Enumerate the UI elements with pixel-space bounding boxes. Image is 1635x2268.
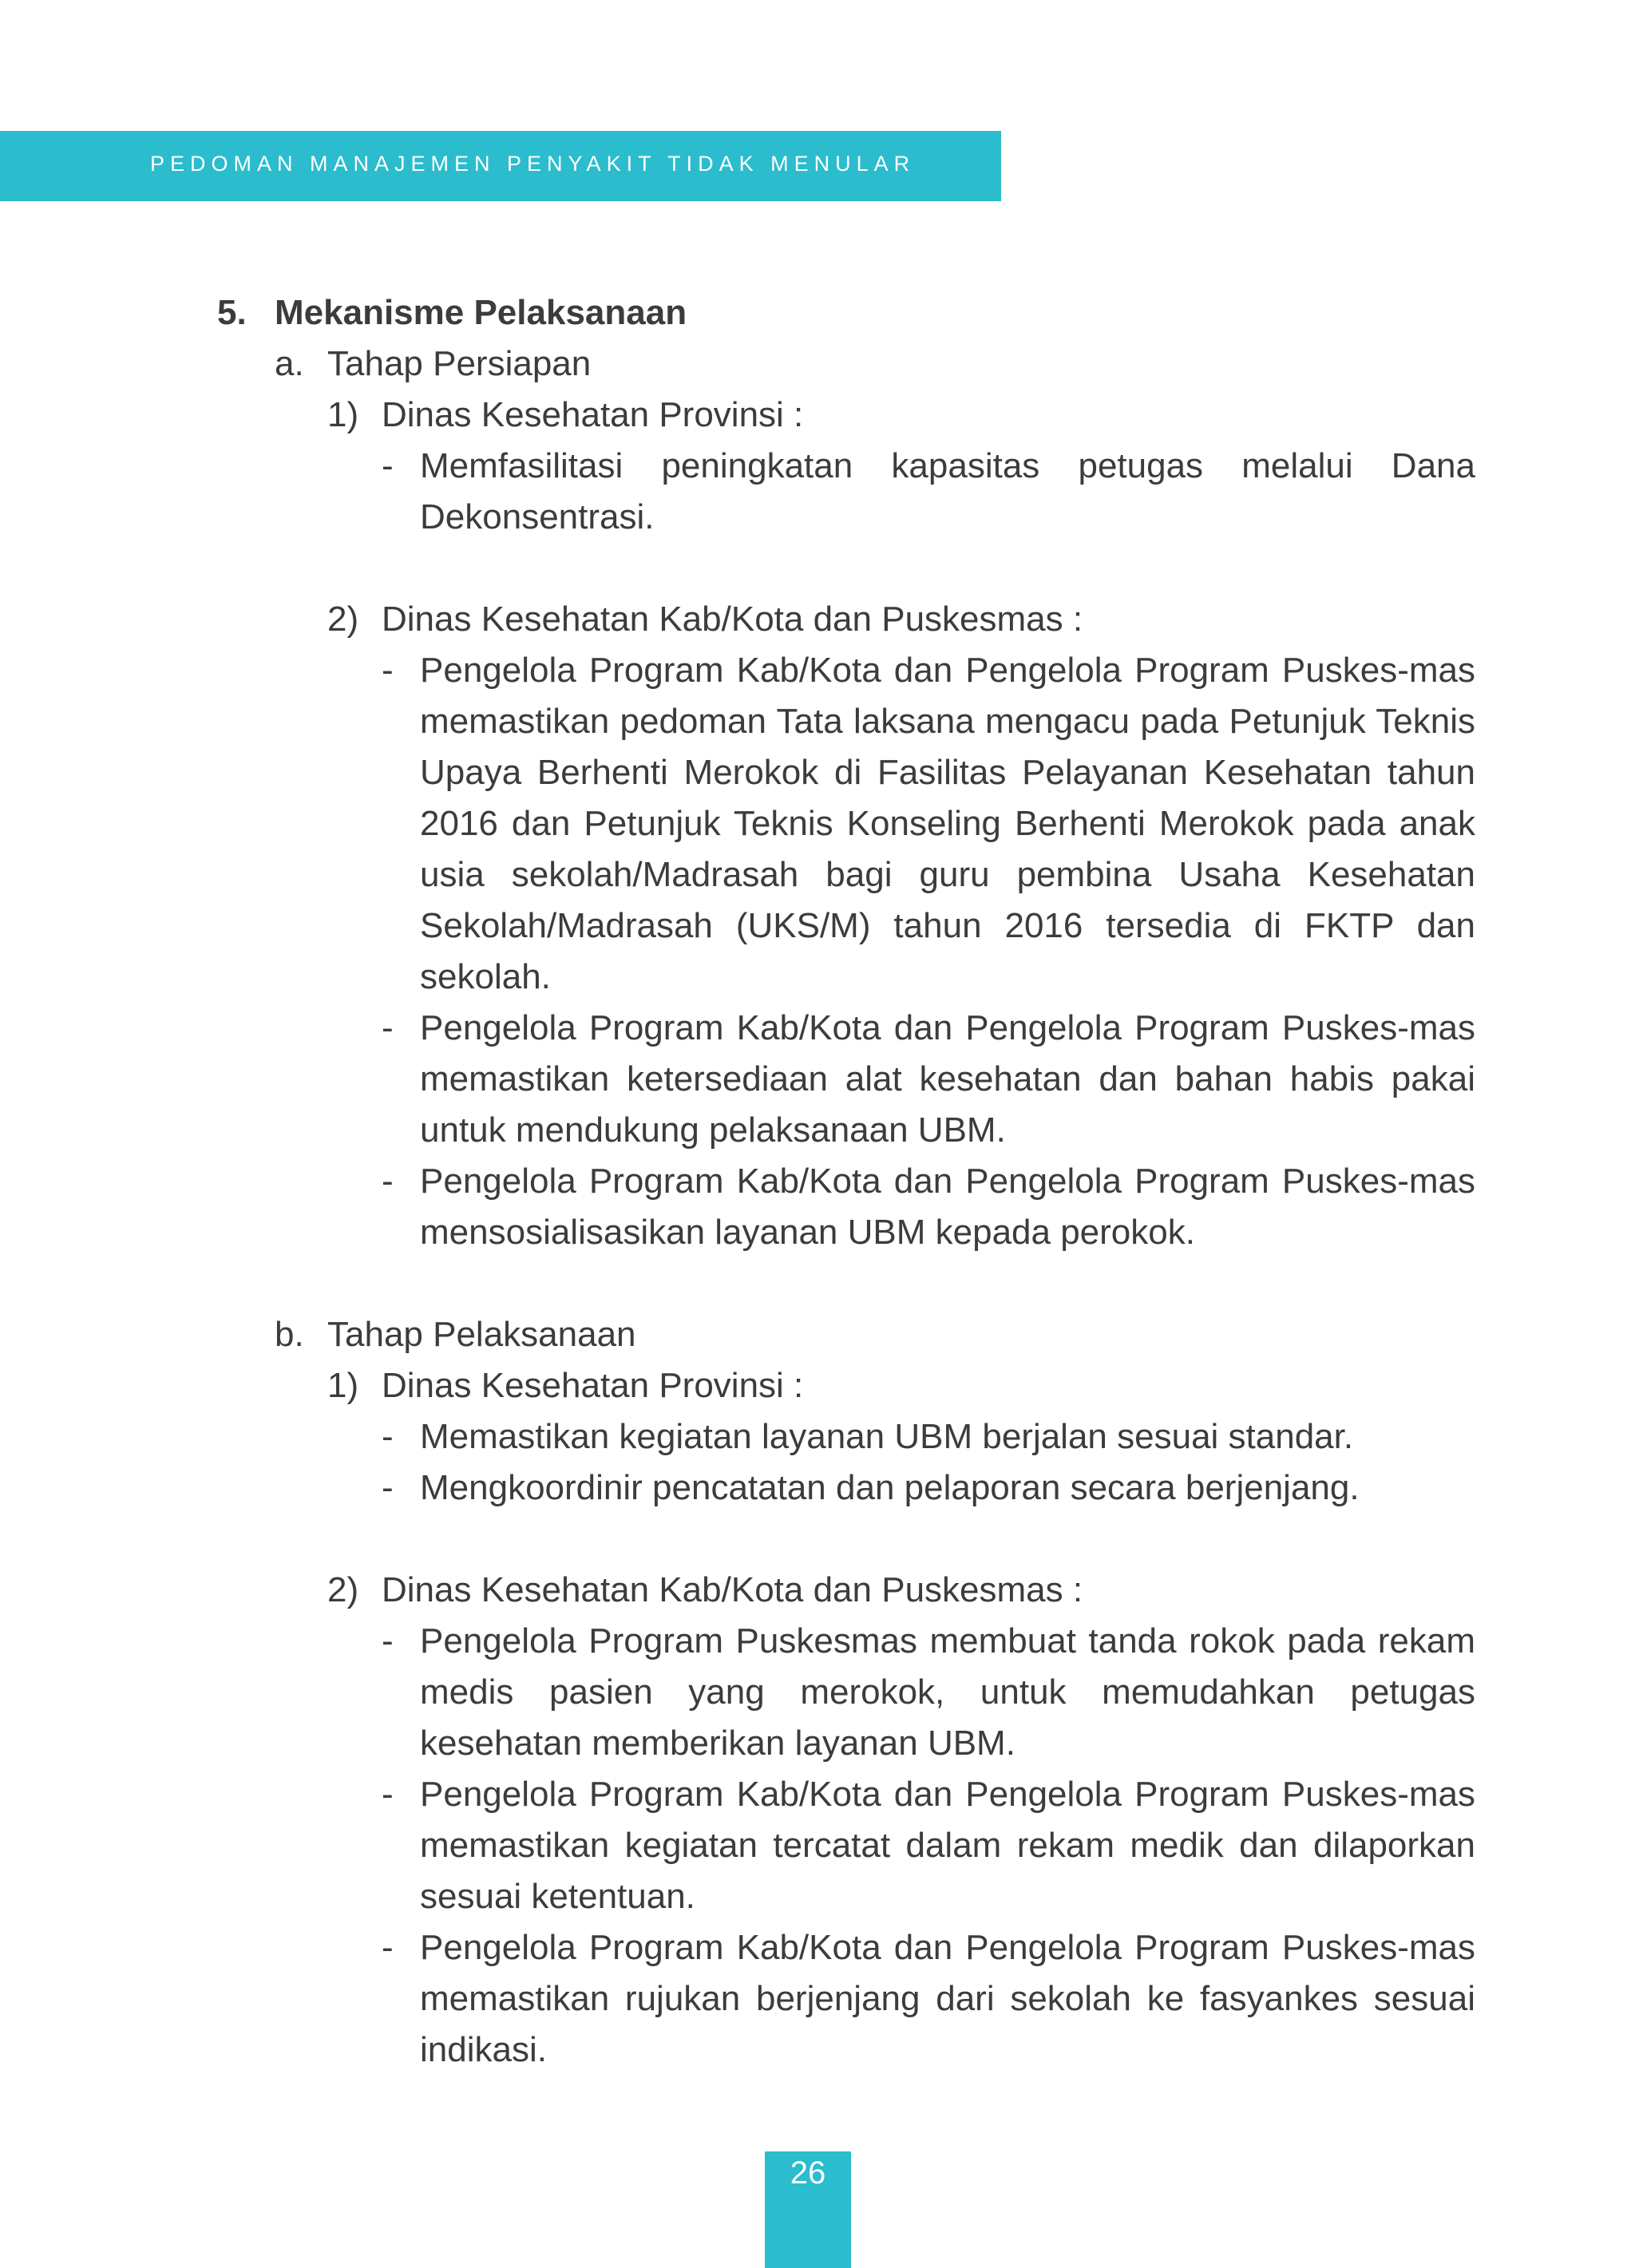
running-header-title: PEDOMAN MANAJEMEN PENYAKIT TIDAK MENULAR <box>150 152 916 176</box>
bullet-dash: - <box>382 1008 394 1047</box>
subsection-a-marker: a. <box>275 344 304 383</box>
list-item-b1-2: Mengkoordinir pencatatan dan pelaporan secara berjenjang. <box>420 1468 1360 1507</box>
subsection-b-marker: b. <box>275 1315 304 1354</box>
bullet-dash: - <box>382 1928 394 1967</box>
subsection-b-title: Tahap Pelaksanaan <box>327 1315 636 1354</box>
group-a1-marker: 1) <box>327 395 359 434</box>
group-b2-marker: 2) <box>327 1570 359 1609</box>
list-item-b2-3: Pengelola Program Kab/Kota dan Pengelola Program Puskes-mas memastikan rujukan berjenjang dari sekolah ke fasyankes sesuai indikasi. <box>420 1928 1475 2069</box>
list-item-a2-1: Pengelola Program Kab/Kota dan Pengelola Program Puskes-mas memastikan pedoman Tata laksana mengacu pada Petunjuk Teknis Upaya Berhenti Merokok di Fasilitas Pelayanan Kesehatan tahun 2016 dan Petunjuk Teknis Konseling Berhenti Merokok pada anak usia sekolah/Madrasah bagi guru pembina Usaha Kesehatan Sekolah/Madrasah (UKS/M) tahun 2016 tersedia di FKTP dan sekolah. <box>420 651 1475 996</box>
list-item-a1-1: Memfasilitasi peningkatan kapasitas petugas melalui Dana Dekonsentrasi. <box>420 446 1475 536</box>
bullet-dash: - <box>382 1162 394 1201</box>
list-item-b2-2: Pengelola Program Kab/Kota dan Pengelola Program Puskes-mas memastikan kegiatan tercatat dalam rekam medik dan dilaporkan sesuai ketentuan. <box>420 1775 1475 1916</box>
group-b2-title: Dinas Kesehatan Kab/Kota dan Puskesmas : <box>382 1570 1083 1609</box>
section-number: 5. <box>217 293 247 332</box>
page-number: 26 <box>790 2155 826 2191</box>
list-item-a2-3: Pengelola Program Kab/Kota dan Pengelola Program Puskes-mas mensosialisasikan layanan UBM kepada perokok. <box>420 1162 1475 1252</box>
group-b1-title: Dinas Kesehatan Provinsi : <box>382 1366 804 1405</box>
list-item-b1-1: Memastikan kegiatan layanan UBM berjalan sesuai standar. <box>420 1417 1354 1456</box>
bullet-dash: - <box>382 1775 394 1814</box>
section-title: Mekanisme Pelaksanaan <box>275 293 687 332</box>
bullet-dash: - <box>382 1621 394 1660</box>
subsection-a-title: Tahap Persiapan <box>327 344 592 383</box>
list-item-a2-2: Pengelola Program Kab/Kota dan Pengelola Program Puskes-mas memastikan ketersediaan alat kesehatan dan bahan habis pakai untuk mendukung pelaksanaan UBM. <box>420 1008 1475 1150</box>
bullet-dash: - <box>382 1417 394 1456</box>
bullet-dash: - <box>382 651 394 690</box>
list-item-b2-1: Pengelola Program Puskesmas membuat tanda rokok pada rekam medis pasien yang merokok, untuk memudahkan petugas kesehatan memberikan layanan UBM. <box>420 1621 1475 1763</box>
group-a1-title: Dinas Kesehatan Provinsi : <box>382 395 804 434</box>
bullet-dash: - <box>382 446 394 485</box>
bullet-dash: - <box>382 1468 394 1507</box>
group-a2-title: Dinas Kesehatan Kab/Kota dan Puskesmas : <box>382 600 1083 639</box>
group-b1-marker: 1) <box>327 1366 359 1405</box>
group-a2-marker: 2) <box>327 600 359 639</box>
